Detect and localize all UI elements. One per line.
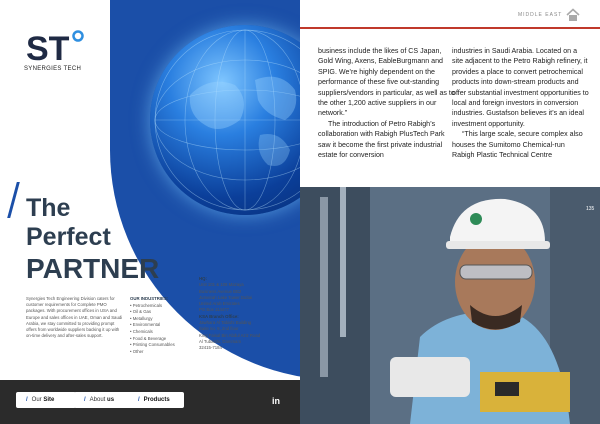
logo-text: SYNERGIES TECH [24, 66, 82, 72]
worker-photo [300, 187, 600, 424]
industry-item: • Petrochemicals [130, 302, 163, 308]
industries-list [130, 296, 175, 355]
header-rule [300, 27, 600, 29]
section-label: MIDDLE EAST [518, 12, 563, 18]
industry-item: • Environmental [130, 322, 161, 328]
about-us-button[interactable] [74, 392, 132, 408]
slash-icon: / [26, 397, 28, 403]
products-button[interactable] [128, 392, 184, 408]
industry-item: • Other [130, 348, 144, 354]
footer-bar [0, 380, 300, 424]
industry-item: • Chemicals [130, 328, 153, 334]
slash-icon: / [138, 397, 140, 403]
headline-line-1: The [26, 194, 71, 222]
svg-text:ST: ST [26, 30, 70, 64]
hq-address [199, 276, 260, 352]
paragraph: The introduction of Petro Rabigh’s collaboration with Rabigh PlusTech Park saw it become the first private industrial estate for conversion [318, 119, 445, 160]
hq-line: United Arab Emirates [199, 301, 240, 307]
industry-item: • Food & Beverage [130, 335, 167, 341]
hq-line: Business Avenue BB2 [199, 288, 242, 294]
linkedin-icon[interactable]: in [272, 396, 280, 406]
button-label: About [89, 397, 106, 403]
our-site-button[interactable] [16, 392, 76, 408]
ksa-line: 32415-7184 [199, 345, 222, 351]
paragraph: industries in Saudi Arabia. Located on a site adjacent to the Petro Rabigh refinery, it provides a place to convert petrochemical products into down-stream products and offer substantial investment opportunities to local and foreign investors in conversion industries. Gustafson believes it’s an ideal investment opportunity. [452, 47, 589, 128]
industry-item: • Printing Consumables [130, 342, 175, 348]
button-label-bold: Site [43, 397, 55, 403]
hq-line: Unit 101 & 108 Mazaya [199, 282, 244, 288]
headline-line-2: Perfect [26, 223, 111, 251]
accent-slash [7, 182, 20, 218]
button-label: Our [31, 397, 42, 403]
home-icon[interactable] [566, 8, 580, 22]
paragraph: “This large scale, secure complex also houses the Sumitomo Chemical-run Rabigh Plastic Technical Centre [452, 130, 583, 160]
industries-title: OUR INDUSTRIES: [130, 296, 169, 301]
hq-line: PO Box 114477 [199, 307, 230, 313]
ksa-line: Suite no. 9, 2nd floor [199, 326, 239, 332]
ksa-line: Al Tubaishi, Dammam [199, 338, 242, 344]
hq-title: HQ: [199, 276, 207, 281]
text-column-2 [452, 46, 589, 160]
industry-item: • Oil & Gas [130, 309, 152, 315]
slash-icon: / [84, 397, 86, 403]
right-page [300, 0, 600, 424]
page-number: 135 [586, 206, 595, 212]
button-label-bold: us [107, 397, 115, 403]
ksa-line: King Faisal Bin Abdul Aziz Road [199, 332, 261, 338]
ksa-title: KSA Branch Office: [199, 313, 239, 319]
ksa-line: Jawhara Al Tabishi Building [199, 320, 251, 326]
hq-line: Jumeirah Lake Tower Dubai [199, 294, 253, 300]
synergies-logo-icon [26, 30, 84, 69]
text-column-1 [318, 46, 455, 160]
headline-line-3: PARTNER [26, 253, 160, 284]
globe-image [150, 25, 300, 215]
industry-item: • Metallurgy [130, 315, 153, 321]
button-label-bold: Products [143, 397, 170, 403]
paragraph: business include the likes of CS Japan, Gold Wing, Axens, EableBurgmann and SPIG. We’re highly dependent on the performance of these five out-standing suppliers/vendors in particular, as well as to the other 1,200 active suppliers in our network.” [318, 47, 455, 118]
intro-paragraph: Synergies Tech Engineering Division caters for customer requirements for Complete PMO packages. With procurement offices in USA and Europe and sales offices in UAE, Oman and Saudi Arabia, we stay committed to providing prompt offers from worldwide suppliers backing it up with on-time delivery and after-sales support. [26, 296, 123, 339]
